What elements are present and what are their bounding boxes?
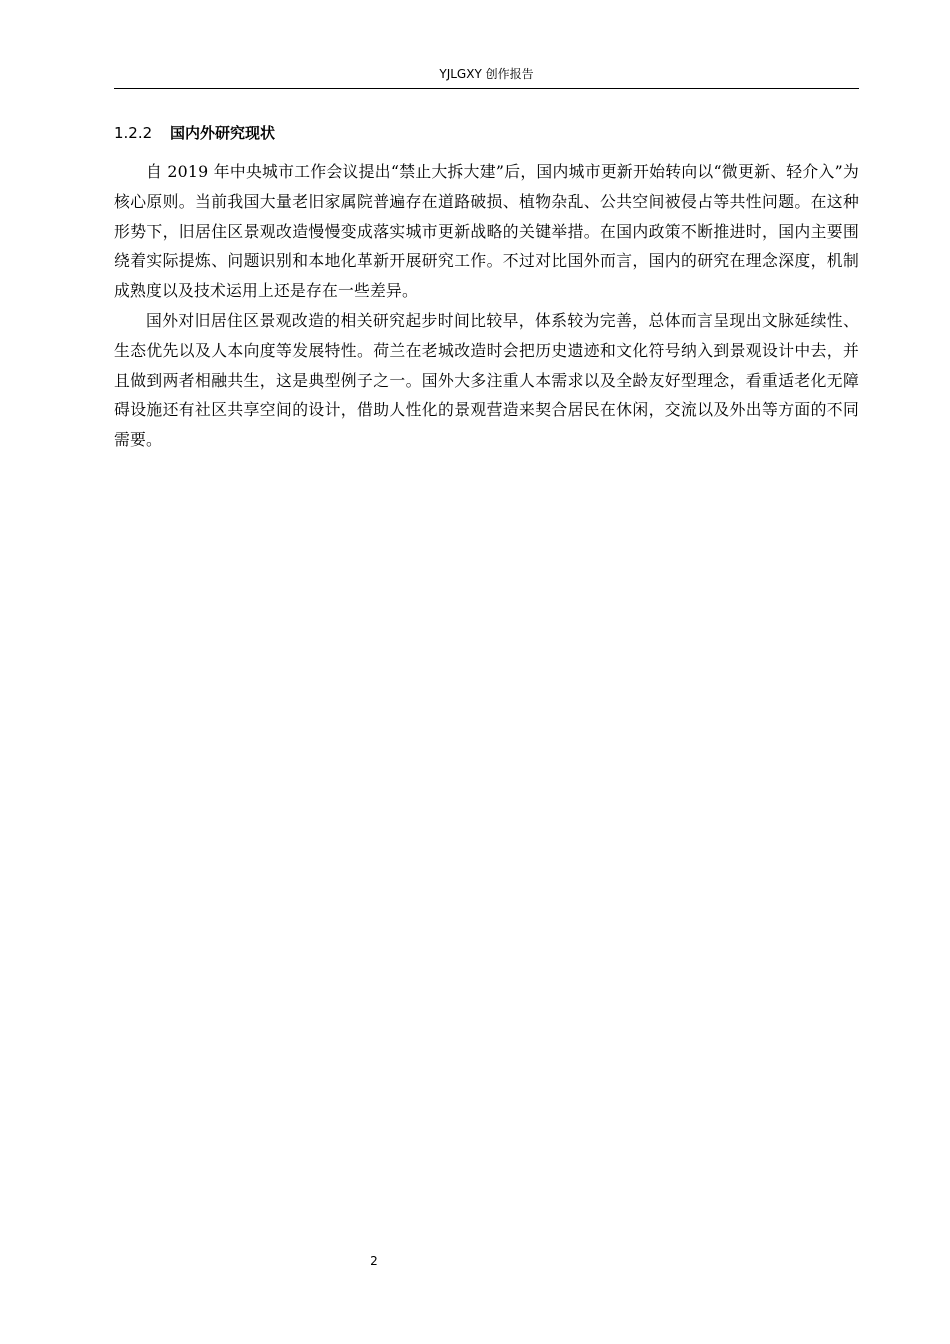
paragraph-domestic-research: 自 2019 年中央城市工作会议提出“禁止大拆大建”后，国内城市更新开始转向以“微更新、轻介入”为核心原则。当前我国大量老旧家属院普遍存在道路破损、植物杂乱、公共空间被侵占等共性问题。在这种形势下，旧居住区景观改造慢慢变成落实城市更新战略的关键举措。在国内政策不断推进时，国内主要围绕着实际提炼、问题识别和本地化革新开展研究工作。不过对比国外而言，国内的研究在理念深度，机制成熟度以及技术运用上还是存在一些差异。 [114,162,859,301]
section-title: 国内外研究现状 [170,124,276,142]
section-number: 1.2.2 [114,124,153,142]
page-number: 2 [370,1254,378,1268]
header-rule [114,88,859,89]
paragraph-foreign-research: 国外对旧居住区景观改造的相关研究起步时间比较早，体系较为完善，总体而言呈现出文脉延续性、生态优先以及人本向度等发展特性。荷兰在老城改造时会把历史遗迹和文化符号纳入到景观设计中去，并且做到两者相融共生，这是典型例子之一。国外大多注重人本需求以及全龄友好型理念，看重适老化无障碍设施还有社区共享空间的设计，借助人性化的景观营造来契合居民在休闲，交流以及外出等方面的不同需要。 [114,310,859,450]
body-text [114,157,859,455]
section-heading [114,121,275,145]
running-header: YJLGXY 创作报告 [439,67,534,81]
